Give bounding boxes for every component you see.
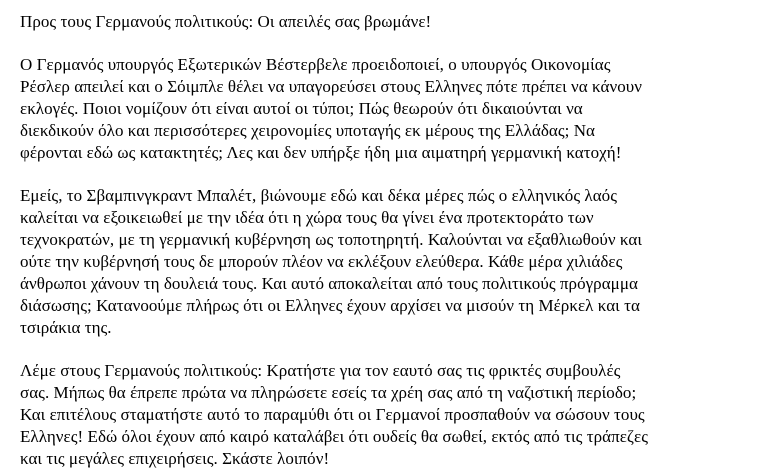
paragraph-spacer — [20, 339, 765, 360]
document-body — [20, 11, 765, 470]
paragraph-line: καλείται να εξοικειωθεί με την ιδέα ότι η χώρα τους θα γίνει ένα προτεκτοράτο των — [20, 208, 594, 227]
paragraph-2 — [20, 185, 765, 339]
paragraph-spacer — [20, 164, 765, 185]
paragraph-line: διάσωσης; Κατανοούμε πλήρως ότι οι Ελληνες έχουν αρχίσει να μισούν τη Μέρκελ και τα — [20, 296, 640, 315]
paragraph-line: εκλογές. Ποιοι νομίζουν ότι είναι αυτοί οι τύποι; Πώς θεωρούν ότι δικαιούνται να — [20, 99, 583, 118]
paragraph-line: Εμείς, το Σβαμπινγκραντ Μπαλέτ, βιώνουμε εδώ και δέκα μέρες πώς ο ελληνικός λαός — [20, 186, 618, 205]
paragraph-3 — [20, 360, 765, 470]
paragraph-line: Ο Γερμανός υπουργός Εξωτερικών Βέστερβελε προειδοποιεί, ο υπουργός Οικονομίας — [20, 55, 611, 74]
paragraph-line: τεχνοκρατών, με τη γερμανική κυβέρνηση ως τοποτηρητή. Καλούνται να εξαθλιωθούν και — [20, 230, 642, 249]
paragraph-line: άνθρωποι χάνουν τη δουλειά τους. Και αυτό αποκαλείται από τους πολιτικούς πρόγραμμα — [20, 274, 638, 293]
paragraph-line: και τις μεγάλες επιχειρήσεις. Σκάστε λοιπόν! — [20, 449, 330, 468]
paragraph-line: Ελληνες! Εδώ όλοι έχουν από καιρό καταλάβει ότι ουδείς θα σωθεί, εκτός από τις τράπεζες — [20, 427, 648, 446]
paragraph-line: Ρέσλερ απειλεί και ο Σόιμπλε θέλει να υπαγορεύσει στους Ελληνες πότε πρέπει να κάνουν — [20, 77, 642, 96]
paragraph-line: σας. Μήπως θα έπρεπε πρώτα να πληρώσετε εσείς τα χρέη σας από τη ναζιστική περίοδο; — [20, 383, 637, 402]
document-title: Προς τους Γερμανούς πολιτικούς: Οι απειλές σας βρωμάνε! — [20, 12, 432, 31]
paragraph-line: διεκδικούν όλο και περισσότερες χειρονομίες υποταγής εκ μέρους της Ελλάδας; Να — [20, 121, 596, 140]
paragraph-line: Λέμε στους Γερμανούς πολιτικούς: Κρατήστε για τον εαυτό σας τις φρικτές συμβουλές — [20, 361, 621, 380]
paragraph-line: Και επιτέλους σταματήστε αυτό το παραμύθι ότι οι Γερμανοί προσπαθούν να σώσουν τους — [20, 405, 645, 424]
paragraph-spacer — [20, 33, 765, 54]
paragraph-1 — [20, 54, 765, 164]
paragraph-line: ούτε την κυβέρνησή τους δε μπορούν πλέον να εκλέξουν ελεύθερα. Κάθε μέρα χιλιάδες — [20, 252, 623, 271]
paragraph-line: φέρονται εδώ ως κατακτητές; Λες και δεν υπήρξε ήδη μια αιματηρή γερμανική κατοχή! — [20, 143, 622, 162]
paragraph-line: τσιράκια της. — [20, 318, 112, 337]
